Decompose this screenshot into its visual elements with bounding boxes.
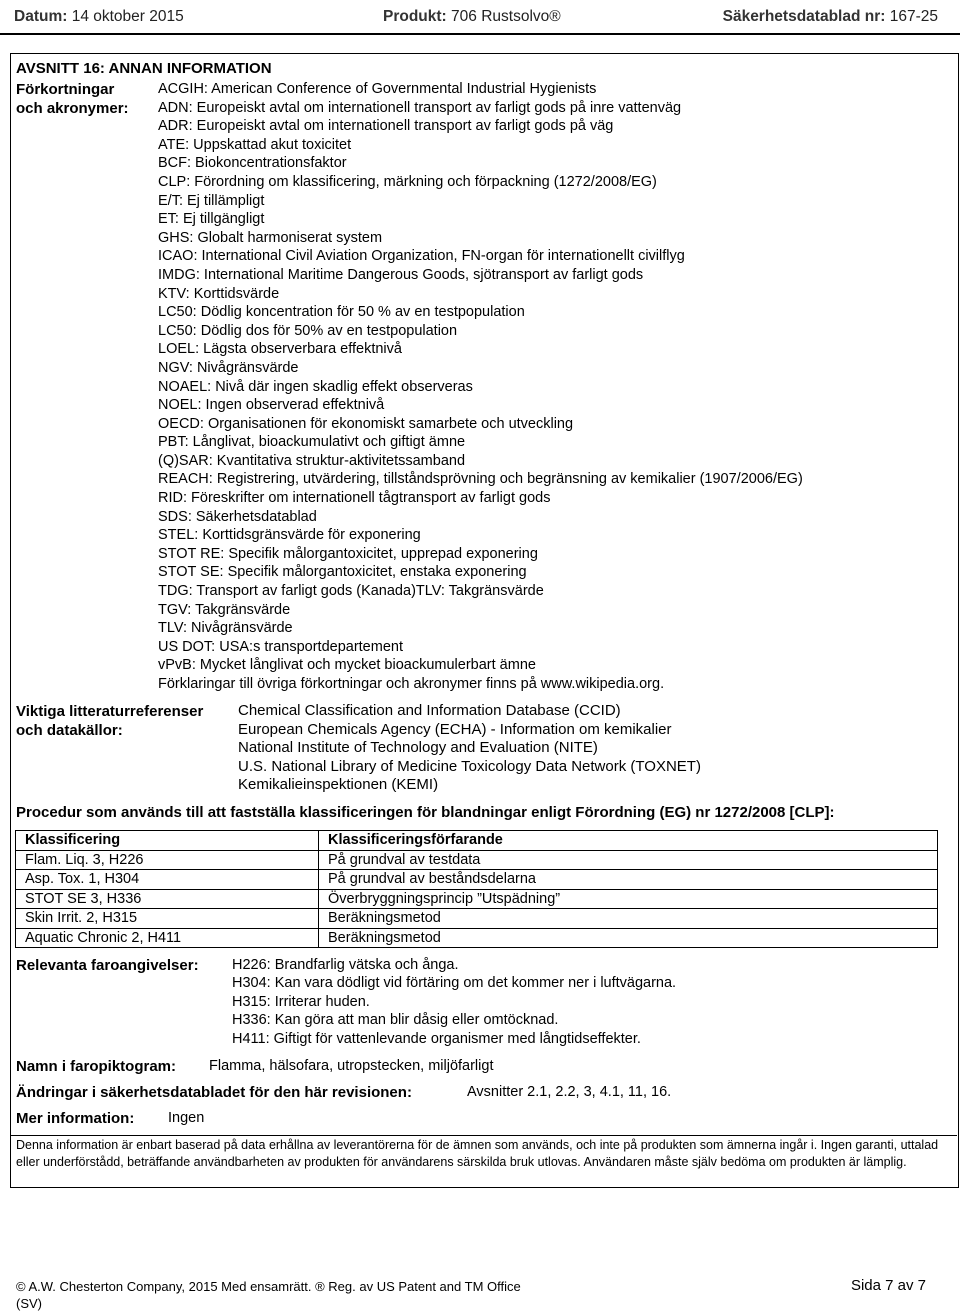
abbreviation-item: OECD: Organisationen för ekonomiskt samarbete och utveckling [158, 415, 574, 432]
abbreviation-item: (Q)SAR: Kvantitativa struktur-aktivitetssamband [158, 452, 466, 469]
reference-item: European Chemicals Agency (ECHA) - Information om kemikalier [238, 720, 672, 738]
sds-label: Säkerhetsdatablad nr: [722, 8, 886, 25]
hazard-label: Relevanta faroangivelser: [16, 957, 199, 974]
table-row [16, 851, 938, 870]
more-info-label: Mer information: [16, 1110, 135, 1127]
abbreviation-item: NOEL: Ingen observerad effektnivå [158, 397, 385, 414]
footer-copyright: © A.W. Chesterton Company, 2015 Med ensamrätt. ® Reg. av US Patent and TM Office [16, 1279, 521, 1294]
abbreviation-item: ADN: Europeiskt avtal om internationell transport av farligt gods på inre vattenväg [158, 99, 682, 116]
classification-cell: Aquatic Chronic 2, H411 [16, 928, 319, 947]
footer-page-number: Sida 7 av 7 [850, 1277, 926, 1294]
reference-item: Kemikalieinspektionen (KEMI) [238, 776, 439, 793]
hazard-statement-item: H336: Kan göra att man blir dåsig eller omtöcknad. [232, 1012, 559, 1029]
sds-value: 167-25 [889, 8, 938, 25]
abbreviation-item: LC50: Dödlig dos för 50% av en testpopulation [158, 322, 458, 339]
reference-item: U.S. National Library of Medicine Toxicology Data Network (TOXNET) [238, 757, 701, 775]
abbreviation-item: ET: Ej tillgängligt [158, 211, 265, 228]
abbreviation-item: NGV: Nivågränsvärde [158, 359, 299, 376]
procedure-cell: Beräkningsmetod [319, 928, 938, 947]
changes-label: Ändringar i säkerhetsdatabladet för den här revisionen: [16, 1084, 412, 1101]
abbreviation-item: IMDG: International Maritime Dangerous Goods, sjötransport av farligt gods [158, 266, 644, 283]
procedure-cell: Överbryggningsprincip ”Utspädning” [319, 889, 938, 908]
abbreviation-item: GHS: Globalt harmoniserat system [158, 229, 383, 246]
procedure-cell: På grundval av beståndsdelarna [319, 870, 938, 889]
hazard-statement-list [232, 956, 676, 1048]
abbreviation-item: STOT RE: Specifik målorgantoxicitet, upprepad exponering [158, 545, 538, 562]
classification-cell: Flam. Liq. 3, H226 [16, 851, 319, 870]
date-label: Datum: [14, 8, 68, 25]
refs-label-line1: Viktiga litteraturreferenser [16, 703, 204, 720]
hazard-statement-item: H226: Brandfarlig vätska och ånga. [232, 957, 459, 973]
date-value: 14 oktober 2015 [71, 8, 184, 25]
abbreviation-item: REACH: Registrering, utvärdering, tillståndsprövning och begränsning av kemikalier (1907/2006/EG) [158, 471, 803, 488]
procedure-title: Procedur som används till att fastställa klassificeringen för blandningar enligt Förordning (EG) nr 1272/2008 [CLP]: [16, 804, 835, 821]
abbreviation-item: NOAEL: Nivå där ingen skadlig effekt observeras [158, 378, 473, 395]
refs-label-line2: och datakällor: [16, 722, 123, 739]
abbreviation-item: STEL: Korttidsgränsvärde för exponering [158, 527, 421, 544]
procedure-cell: Beräkningsmetod [319, 909, 938, 928]
classification-cell: Skin Irrit. 2, H315 [16, 909, 319, 928]
reference-item: Chemical Classification and Information Database (CCID) [238, 702, 621, 719]
procedure-cell: På grundval av testdata [319, 851, 938, 870]
pictogram-label: Namn i faropiktogram: [16, 1058, 177, 1075]
header-date [14, 8, 184, 26]
abbreviation-item: STOT SE: Specifik målorgantoxicitet, enstaka exponering [158, 564, 527, 581]
disclaimer-text: Denna information är enbart baserad på data erhållna av leverantörerna för de ämnen som används, och inte på produkten som ämnerna ingår i. Ingen garanti, uttalad eller underförstådd, beträffande användbarheten av produkten för användarens särskilda bruk utlovas. Användaren måste själv bedöma om produkten är lämplig. [16, 1138, 939, 1169]
classification-cell: Asp. Tox. 1, H304 [16, 870, 319, 889]
classification-header: Klassificering [16, 831, 319, 851]
abbreviation-item: BCF: Biokoncentrationsfaktor [158, 155, 347, 172]
abbreviation-item: ICAO: International Civil Aviation Organization, FN-organ för internationellt civilflyg [158, 248, 685, 265]
pictogram-value: Flamma, hälsofara, utropstecken, miljöfarligt [209, 1058, 494, 1074]
abbreviation-item: RID: Föreskrifter om internationell tågtransport av farligt gods [158, 490, 551, 507]
table-row [16, 928, 938, 947]
reference-item: National Institute of Technology and Evaluation (NITE) [238, 739, 598, 756]
abbreviation-item: KTV: Korttidsvärde [158, 285, 280, 302]
header-product [383, 8, 561, 26]
abbreviation-item: PBT: Långlivat, bioackumulativt och giftigt ämne [158, 434, 466, 451]
abbreviation-item: ADR: Europeiskt avtal om internationell transport av farligt gods på väg [158, 118, 614, 135]
table-header-row [16, 831, 938, 851]
procedure-header: Klassificeringsförfarande [319, 831, 938, 851]
section-title: AVSNITT 16: ANNAN INFORMATION [16, 60, 272, 77]
hazard-statement-item: H315: Irriterar huden. [232, 993, 370, 1010]
abbrev-label-line2: och akronymer: [16, 100, 129, 117]
classification-cell: STOT SE 3, H336 [16, 889, 319, 908]
abbreviation-item: E/T: Ej tillämpligt [158, 192, 265, 209]
abbreviation-item: LOEL: Lägsta observerbara effektnivå [158, 341, 402, 358]
footer-language: (SV) [16, 1296, 42, 1311]
abbreviation-item: vPvB: Mycket långlivat och mycket bioackumulerbart ämne [158, 657, 536, 674]
classification-table [15, 830, 938, 948]
header-divider [0, 33, 960, 35]
table-row [16, 870, 938, 889]
table-row [16, 909, 938, 928]
abbreviation-item: CLP: Förordning om klassificering, märkning och förpackning (1272/2008/EG) [158, 173, 657, 190]
hazard-statement-item: H411: Giftigt för vattenlevande organismer med långtidseffekter. [232, 1030, 641, 1047]
abbreviation-item: SDS: Säkerhetsdatablad [158, 508, 317, 525]
abbreviation-item: ATE: Uppskattad akut toxicitet [158, 136, 352, 153]
abbreviation-item: TLV: Nivågränsvärde [158, 620, 293, 637]
abbreviation-item: TDG: Transport av farligt gods (Kanada)TLV: Takgränsvärde [158, 583, 544, 600]
changes-value: Avsnitter 2.1, 2.2, 3, 4.1, 11, 16. [467, 1084, 672, 1100]
abbreviation-item: TGV: Takgränsvärde [158, 601, 291, 618]
product-label: Produkt: [383, 8, 447, 25]
product-value: 706 Rustsolvo® [451, 8, 561, 25]
abbreviation-item: US DOT: USA:s transportdepartement [158, 638, 403, 655]
hazard-statement-item: H304: Kan vara dödligt vid förtäring om det kommer ner i luftvägarna. [232, 975, 677, 992]
abbreviation-item: Förklaringar till övriga förkortningar och akronymer finns på www.wikipedia.org. [158, 676, 665, 692]
abbrev-label-line1: Förkortningar [16, 81, 115, 98]
abbreviation-list [158, 80, 803, 694]
reference-list [238, 702, 701, 795]
abbreviation-item: LC50: Dödlig koncentration för 50 % av en testpopulation [158, 304, 525, 321]
abbreviation-item: ACGIH: American Conference of Governmental Industrial Hygienists [158, 81, 597, 97]
header-sds-number [723, 8, 938, 26]
table-row [16, 889, 938, 908]
more-info-value: Ingen [168, 1110, 205, 1126]
